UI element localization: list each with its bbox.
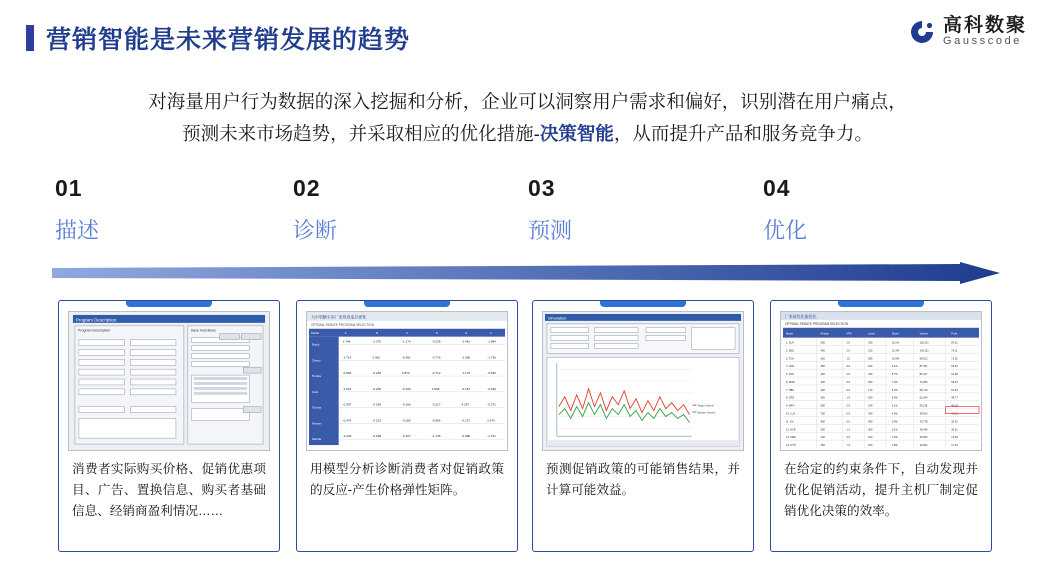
svg-text:Lease: Lease — [868, 332, 876, 336]
card-3[interactable] — [532, 300, 754, 552]
svg-text:-0.223: -0.223 — [372, 418, 382, 423]
svg-text:-0.845: -0.845 — [487, 371, 496, 376]
svg-text:12. HYB: 12. HYB — [785, 428, 796, 432]
svg-text:-1.091: -1.091 — [342, 386, 352, 391]
svg-text:-0.991: -0.991 — [402, 355, 411, 360]
svg-text:-0.286: -0.286 — [461, 434, 471, 439]
svg-text:600: 600 — [820, 357, 825, 361]
svg-text:1. SUV: 1. SUV — [785, 341, 795, 345]
svg-text:6. WGN: 6. WGN — [785, 380, 796, 384]
svg-text:6.2%: 6.2% — [891, 388, 898, 392]
svg-text:44.26: 44.26 — [951, 404, 958, 408]
svg-text:Nissan: Nissan — [311, 421, 322, 426]
card-4-tab — [838, 300, 924, 307]
svg-text:-1.736: -1.736 — [487, 355, 496, 360]
svg-text:48.77: 48.77 — [951, 396, 958, 400]
svg-text:-1.984: -1.984 — [487, 339, 496, 344]
step-01-number: 01 — [55, 175, 83, 201]
svg-text:1.2: 1.2 — [846, 428, 850, 432]
svg-text:7. HBK: 7. HBK — [785, 388, 795, 392]
card-1-thumbnail — [68, 311, 270, 451]
svg-text:-0.217: -0.217 — [431, 402, 441, 407]
logo-text-en: Gausscode — [942, 34, 1023, 47]
svg-text:399: 399 — [868, 420, 873, 424]
svg-text:10.9%: 10.9% — [891, 357, 900, 361]
svg-text:8. CRS: 8. CRS — [785, 396, 795, 400]
svg-text:大中型糖车的厂家规章追应弹性: 大中型糖车的厂家规章追应弹性 — [310, 314, 367, 320]
intro-line-1-text: 对海量用户行为数据的深入挖掘和分析，企业可以洞察用户需求和偏好，识别潜在用户痛点， — [148, 91, 907, 112]
step-04 — [763, 175, 963, 245]
svg-text:-1.721: -1.721 — [487, 434, 496, 439]
svg-text:2.382: 2.382 — [372, 355, 380, 360]
svg-text:259: 259 — [868, 341, 873, 345]
svg-text:19,664: 19,664 — [919, 444, 928, 448]
card-4-caption: 在给定的约束条件下，自动发现并优化促销活动，提升主机厂制定促销优化决策的效率。 — [784, 462, 978, 518]
page-title: 营销智能是未来营销发展的趋势 — [46, 26, 411, 54]
svg-text:550: 550 — [820, 396, 825, 400]
svg-text:1.9: 1.9 — [846, 396, 850, 400]
step-01-label: 描述 — [55, 218, 100, 243]
svg-text:Save Incentives: Save Incentives — [190, 328, 216, 333]
svg-text:71.02: 71.02 — [951, 357, 958, 361]
svg-text:4.257: 4.257 — [461, 402, 470, 407]
progress-arrow — [52, 262, 1000, 284]
svg-text:6.9: 6.9 — [846, 436, 850, 440]
intro-line-2-pre: 预测未来市场趋势，并采取相应的优化措施- — [182, 123, 540, 145]
svg-text:1.748: 1.748 — [342, 339, 351, 344]
svg-text:厂家政优化服优化: 厂家政优化服优化 — [784, 313, 817, 319]
svg-text:0.0: 0.0 — [846, 420, 850, 424]
svg-text:3. TCK: 3. TCK — [785, 357, 794, 361]
svg-text:3.1%: 3.1% — [891, 428, 898, 432]
svg-text:Buick: Buick — [311, 342, 320, 347]
svg-text:-0.166: -0.166 — [402, 402, 411, 407]
svg-text:74,005: 74,005 — [919, 380, 928, 384]
svg-text:D: D — [435, 331, 438, 336]
svg-text:2.9: 2.9 — [846, 349, 850, 353]
svg-text:1.5: 1.5 — [846, 357, 850, 361]
svg-text:500: 500 — [820, 341, 825, 345]
svg-text:169: 169 — [868, 436, 873, 440]
svg-text:-1.714: -1.714 — [342, 355, 352, 360]
svg-text:Model: Model — [785, 332, 793, 336]
svg-text:Mazda: Mazda — [311, 437, 322, 442]
card-4-thumbnail — [780, 311, 982, 451]
svg-text:-0.248: -0.248 — [372, 371, 382, 376]
svg-text:-1.248: -1.248 — [342, 434, 352, 439]
svg-text:-0.238: -0.238 — [431, 339, 441, 344]
svg-text:OPTIMAL REBATE PROGRAM SELECTI: OPTIMAL REBATE PROGRAM SELECTION — [310, 322, 375, 327]
svg-text:159: 159 — [868, 444, 873, 448]
svg-text:Simulation: Simulation — [547, 315, 567, 321]
svg-text:-0.271: -0.271 — [487, 402, 496, 407]
svg-text:B: B — [376, 331, 379, 336]
svg-text:1.8%: 1.8% — [891, 444, 898, 448]
svg-text:7.4%: 7.4% — [891, 380, 898, 384]
svg-text:-0.166: -0.166 — [402, 386, 411, 391]
step-04-label: 优化 — [763, 218, 808, 243]
svg-text:Chevy: Chevy — [311, 358, 321, 363]
svg-text:Volume: Volume — [919, 332, 929, 336]
svg-text:Share: Share — [891, 332, 899, 336]
svg-text:4.9: 4.9 — [846, 380, 850, 384]
svg-text:17.40: 17.40 — [951, 444, 958, 448]
svg-text:Program Description: Program Description — [77, 328, 111, 333]
svg-text:179: 179 — [868, 388, 873, 392]
svg-text:4.6%: 4.6% — [891, 412, 898, 416]
svg-text:-0.778: -0.778 — [431, 355, 441, 360]
svg-text:35.92: 35.92 — [951, 420, 958, 424]
svg-text:-0.208: -0.208 — [372, 386, 382, 391]
card-row — [58, 300, 993, 560]
svg-text:-0.713: -0.713 — [431, 371, 441, 376]
svg-text:28,302: 28,302 — [919, 436, 928, 440]
svg-text:200: 200 — [820, 436, 825, 440]
svg-text:APR: APR — [846, 332, 852, 336]
svg-text:199: 199 — [868, 365, 873, 369]
intro-paragraph — [55, 86, 1000, 151]
svg-text:1.968: 1.968 — [431, 386, 440, 391]
svg-text:219: 219 — [868, 349, 873, 353]
svg-text:Sample Volume: Sample Volume — [697, 411, 716, 415]
svg-text:0.872: 0.872 — [402, 371, 410, 376]
svg-text:239: 239 — [868, 373, 873, 377]
svg-text:309: 309 — [868, 428, 873, 432]
svg-text:700: 700 — [820, 412, 825, 416]
svg-text:800: 800 — [820, 420, 825, 424]
svg-text:66.45: 66.45 — [951, 365, 958, 369]
svg-text:42,778: 42,778 — [919, 420, 928, 424]
svg-text:51.34: 51.34 — [951, 388, 958, 392]
step-03 — [528, 175, 728, 245]
intro-line-1 — [55, 86, 1000, 118]
svg-text:2.4%: 2.4% — [891, 436, 898, 440]
svg-text:30.51: 30.51 — [951, 428, 958, 432]
svg-text:350: 350 — [820, 365, 825, 369]
svg-text:349: 349 — [868, 412, 873, 416]
svg-text:269: 269 — [868, 396, 873, 400]
step-04-number: 04 — [763, 175, 791, 201]
card-2-tab — [364, 300, 450, 307]
svg-text:Model: Model — [310, 331, 320, 336]
svg-text:99,812: 99,812 — [919, 357, 928, 361]
svg-text:-0.474: -0.474 — [342, 418, 352, 423]
svg-text:-0.387: -0.387 — [342, 402, 352, 407]
svg-text:11. EV: 11. EV — [785, 420, 794, 424]
svg-text:3.9: 3.9 — [846, 365, 850, 369]
svg-text:Rebate: Rebate — [820, 332, 829, 336]
svg-text:A: A — [344, 331, 347, 336]
svg-text:450: 450 — [820, 373, 825, 377]
svg-text:14. OTH: 14. OTH — [785, 444, 796, 448]
svg-text:500: 500 — [820, 404, 825, 408]
svg-text:OPTIMAL REBATE PROGRAM SELECTI: OPTIMAL REBATE PROGRAM SELECTION — [784, 321, 849, 326]
svg-text:650: 650 — [820, 428, 825, 432]
svg-text:300: 300 — [820, 380, 825, 384]
svg-text:5.1%: 5.1% — [891, 404, 898, 408]
card-1[interactable] — [58, 300, 280, 552]
svg-text:2.9: 2.9 — [846, 404, 850, 408]
step-03-label: 预测 — [528, 218, 573, 243]
card-3-caption: 预测促销政策的可能销售结果，并计算可能效益。 — [546, 462, 740, 497]
svg-text:Program Description: Program Description — [75, 317, 117, 323]
svg-text:-2.366: -2.366 — [461, 355, 471, 360]
svg-text:E: E — [465, 331, 468, 336]
svg-text:81,217: 81,217 — [919, 373, 928, 377]
svg-text:9.1%: 9.1% — [891, 365, 898, 369]
card-2[interactable] — [296, 300, 518, 552]
step-02-label: 诊断 — [293, 218, 338, 243]
svg-text:40.18: 40.18 — [951, 412, 958, 416]
svg-text:-1.748: -1.748 — [431, 434, 441, 439]
svg-text:24.09: 24.09 — [951, 436, 958, 440]
svg-text:-0.584: -0.584 — [342, 371, 352, 376]
svg-text:3.9%: 3.9% — [891, 420, 898, 424]
svg-text:118,221: 118,221 — [919, 341, 929, 345]
svg-text:36,445: 36,445 — [919, 428, 928, 432]
logo-text — [943, 16, 1027, 47]
step-01 — [55, 175, 255, 245]
svg-text:13. CMP: 13. CMP — [785, 436, 796, 440]
title-accent-bar — [26, 25, 34, 51]
svg-text:4. CPE: 4. CPE — [785, 365, 795, 369]
svg-text:5. VAN: 5. VAN — [785, 373, 794, 377]
svg-text:87,331: 87,331 — [919, 365, 928, 369]
svg-text:58.10: 58.10 — [951, 380, 958, 384]
svg-text:-0.285: -0.285 — [402, 418, 411, 423]
svg-text:2. SED: 2. SED — [785, 349, 795, 353]
card-4[interactable] — [770, 300, 992, 552]
svg-text:289: 289 — [868, 357, 873, 361]
svg-text:-1.176: -1.176 — [461, 371, 471, 376]
slide-header — [26, 15, 1027, 60]
svg-text:189: 189 — [868, 380, 873, 384]
intro-line-2-post: ，从而提升产品和服务竞争力。 — [613, 123, 873, 145]
svg-text:400: 400 — [820, 349, 825, 353]
svg-text:-0.167: -0.167 — [402, 434, 411, 439]
svg-text:0.9: 0.9 — [846, 412, 850, 416]
svg-text:Target Volume: Target Volume — [697, 404, 714, 408]
svg-text:-0.187: -0.187 — [461, 386, 471, 391]
svg-text:10. LUX: 10. LUX — [785, 412, 796, 416]
svg-text:55,118: 55,118 — [919, 404, 928, 408]
svg-text:5.9: 5.9 — [846, 388, 850, 392]
step-03-number: 03 — [528, 175, 556, 201]
svg-text:250: 250 — [820, 388, 825, 392]
svg-text:Ford: Ford — [311, 389, 319, 394]
card-1-caption: 消费者实际购买价格、促销优惠项目、广告、置换信息、购买者基础信息、经销商盈利情况…… — [72, 462, 266, 518]
svg-text:-0.856: -0.856 — [431, 418, 441, 423]
svg-text:76.11: 76.11 — [951, 349, 958, 353]
svg-text:249: 249 — [868, 404, 873, 408]
step-02-number: 02 — [293, 175, 321, 201]
logo-mark-icon — [909, 19, 935, 45]
svg-text:C: C — [406, 331, 409, 336]
svg-text:-1.174: -1.174 — [402, 339, 411, 344]
svg-text:16.2%: 16.2% — [891, 341, 900, 345]
step-02 — [293, 175, 493, 245]
svg-text:61,204: 61,204 — [919, 396, 928, 400]
svg-text:-0.198: -0.198 — [372, 434, 382, 439]
svg-text:-1.461: -1.461 — [461, 339, 471, 344]
svg-text:12.4%: 12.4% — [891, 349, 900, 353]
svg-text:8.7%: 8.7% — [891, 373, 898, 377]
svg-text:150: 150 — [820, 444, 825, 448]
svg-text:-0.196: -0.196 — [372, 402, 382, 407]
svg-text:66,719: 66,719 — [919, 388, 928, 392]
svg-text:Profit: Profit — [951, 332, 958, 336]
brand-logo — [909, 16, 1027, 47]
intro-highlight: 决策智能 — [539, 123, 614, 145]
step-labels — [55, 175, 1000, 255]
svg-text:-0.269: -0.269 — [487, 386, 496, 391]
svg-text:7.9: 7.9 — [846, 444, 850, 448]
intro-line-2 — [55, 118, 1000, 150]
card-2-thumbnail — [306, 311, 508, 451]
page-title-wrap — [26, 20, 1027, 56]
svg-text:Toyota: Toyota — [311, 405, 321, 410]
svg-text:-2.376: -2.376 — [372, 339, 382, 344]
svg-text:2.475: 2.475 — [487, 418, 495, 423]
svg-text:1.9: 1.9 — [846, 341, 850, 345]
svg-text:5.9%: 5.9% — [891, 396, 898, 400]
svg-text:9. MPV: 9. MPV — [785, 404, 795, 408]
svg-text:61.98: 61.98 — [951, 373, 958, 377]
svg-text:104,112: 104,112 — [919, 349, 929, 353]
card-1-tab — [126, 300, 212, 307]
svg-text:84.21: 84.21 — [951, 341, 958, 345]
card-3-tab — [600, 300, 686, 307]
svg-text:-0.227: -0.227 — [461, 418, 471, 423]
svg-text:F: F — [490, 331, 492, 336]
card-3-thumbnail — [542, 311, 744, 451]
logo-text-cn: 高科数聚 — [942, 15, 1027, 36]
svg-text:Honda: Honda — [311, 374, 321, 379]
svg-text:49,910: 49,910 — [919, 412, 928, 416]
svg-text:2.5: 2.5 — [846, 373, 850, 377]
card-2-caption: 用模型分析诊断消费者对促销政策的反应-产生价格弹性矩阵。 — [310, 462, 504, 497]
